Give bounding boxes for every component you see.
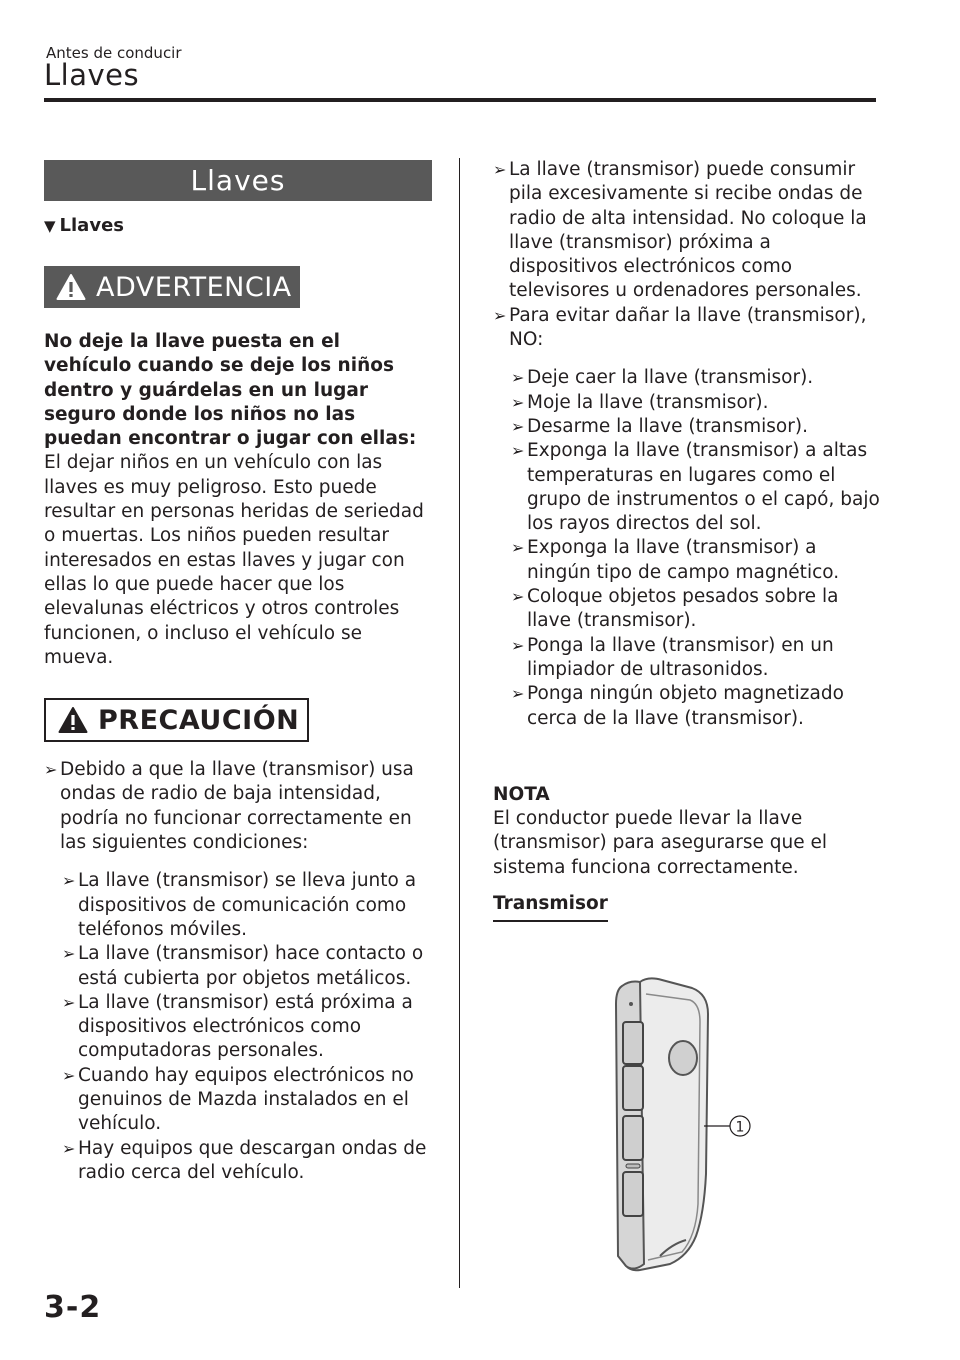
chevron-right-icon: ➢ [493, 305, 507, 325]
chevron-right-icon: ➢ [511, 538, 525, 558]
list-item [44, 758, 432, 855]
list-item-text: La llave (transmisor) se lleva junto a dispositivos de comunicación como teléfonos móviles. [78, 870, 417, 940]
column-divider [459, 158, 460, 1288]
note-label: NOTA [493, 783, 550, 805]
caution-list [44, 758, 432, 855]
right-column [493, 158, 883, 922]
list-item [511, 634, 883, 683]
callout-number: 1 [735, 1119, 745, 1136]
list-item [511, 585, 883, 634]
subheading [44, 214, 432, 238]
do-not-list [493, 366, 883, 730]
caution-bullet-text: Debido a que la llave (transmisor) usa ondas de radio de baja intensidad, podría no funcionar correctamente en las siguientes condiciones: [60, 759, 414, 854]
section-title-banner: Llaves [44, 160, 432, 201]
list-item [511, 682, 883, 731]
chevron-right-icon: ➢ [62, 1138, 76, 1158]
list-item-text: Cuando hay equipos electrónicos no genuinos de Mazda instalados en el vehículo. [78, 1064, 414, 1135]
key-fob-illustration [600, 974, 770, 1274]
subheading-label: Llaves [59, 215, 124, 236]
chevron-right-icon: ➢ [511, 441, 525, 461]
list-item [62, 869, 432, 942]
list-item [62, 1064, 432, 1137]
list-item [511, 366, 883, 390]
list-item [62, 1137, 432, 1186]
list-item-text: Coloque objetos pesados sobre la llave (transmisor). [527, 586, 839, 632]
warning-body-text: El dejar niños en un vehículo con las llaves es muy peligroso. Esto puede resultar en personas heridas de seriedad o muertas. Los niños pueden resultar interesados en estas llaves y jugar con ellas lo que puede hacer que los elevalunas eléctricos y otros controles funcionen, o incluso el vehículo se mueva. [44, 452, 424, 668]
warning-label-box [44, 266, 300, 308]
list-item-text: La llave (transmisor) puede consumir pila excesivamente si recibe ondas de radio de alta intensidad. No coloque la llave (transmisor) próxima a dispositivos electrónicos como televisores u ordenadores personales. [509, 159, 867, 302]
list-item [62, 991, 432, 1064]
chevron-right-icon: ➢ [511, 635, 525, 655]
list-item [511, 439, 883, 536]
chevron-right-icon: ➢ [511, 684, 525, 704]
list-item-text: Moje la llave (transmisor). [527, 391, 769, 413]
chevron-right-icon: ➢ [511, 368, 525, 388]
list-item [62, 942, 432, 991]
list-item [511, 415, 883, 439]
chevron-right-icon: ➢ [62, 944, 76, 964]
list-item [493, 304, 883, 353]
breadcrumb: Antes de conducir [46, 44, 182, 62]
list-item-text: Hay equipos que descargan ondas de radio cerca del vehículo. [78, 1137, 427, 1183]
chevron-right-icon: ➢ [44, 760, 58, 780]
caution-continued-list [493, 158, 883, 352]
list-item [511, 391, 883, 415]
caution-label: PRECAUCIÓN [98, 704, 300, 736]
list-item [511, 536, 883, 585]
list-item-text: Ponga la llave (transmisor) en un limpiador de ultrasonidos. [527, 634, 834, 680]
list-item-text: Desarme la llave (transmisor). [527, 415, 808, 437]
caution-triangle-icon [58, 706, 88, 734]
chevron-right-icon: ➢ [511, 416, 525, 436]
list-item-text: Exponga la llave (transmisor) a altas temperaturas en lugares como el grupo de instrumentos o el capó, bajo los rayos directos del sol. [527, 440, 880, 535]
page-title: Llaves [44, 58, 140, 92]
triangle-down-icon: ▼ [44, 217, 56, 235]
warning-bold-text: No deje la llave puesta en el vehículo cuando se deje los niños dentro y guárdelas en un lugar seguro donde los niños no las puedan encontrar o jugar con ellas: [44, 331, 417, 450]
list-item-text: Ponga ningún objeto magnetizado cerca de la llave (transmisor). [527, 683, 844, 729]
chevron-right-icon: ➢ [62, 992, 76, 1012]
caution-label-box [44, 698, 309, 742]
list-item-text: La llave (transmisor) está próxima a dispositivos electrónicos como computadoras personales. [78, 991, 413, 1062]
chevron-right-icon: ➢ [511, 392, 525, 412]
list-item-text: Deje caer la llave (transmisor). [527, 367, 814, 389]
chevron-right-icon: ➢ [62, 871, 76, 891]
list-item-text: La llave (transmisor) hace contacto o está cubierta por objetos metálicos. [78, 943, 424, 989]
header-divider [44, 98, 876, 102]
left-column [44, 160, 432, 1185]
page-number: 3-2 [44, 1290, 102, 1325]
list-item [493, 158, 883, 304]
chevron-right-icon: ➢ [511, 587, 525, 607]
list-item-text: Exponga la llave (transmisor) a ningún tipo de campo magnético. [527, 537, 840, 583]
warning-label: ADVERTENCIA [96, 271, 292, 303]
caution-sub-list [44, 869, 432, 1185]
figure-caption: Transmisor [493, 892, 608, 922]
chevron-right-icon: ➢ [62, 1065, 76, 1085]
chevron-right-icon: ➢ [493, 160, 507, 179]
note-text: El conductor puede llevar la llave (transmisor) para asegurarse que el sistema funciona correctamente. [493, 808, 828, 878]
warning-triangle-icon [56, 273, 86, 301]
list-item-text: Para evitar dañar la llave (transmisor), NO: [509, 304, 867, 351]
